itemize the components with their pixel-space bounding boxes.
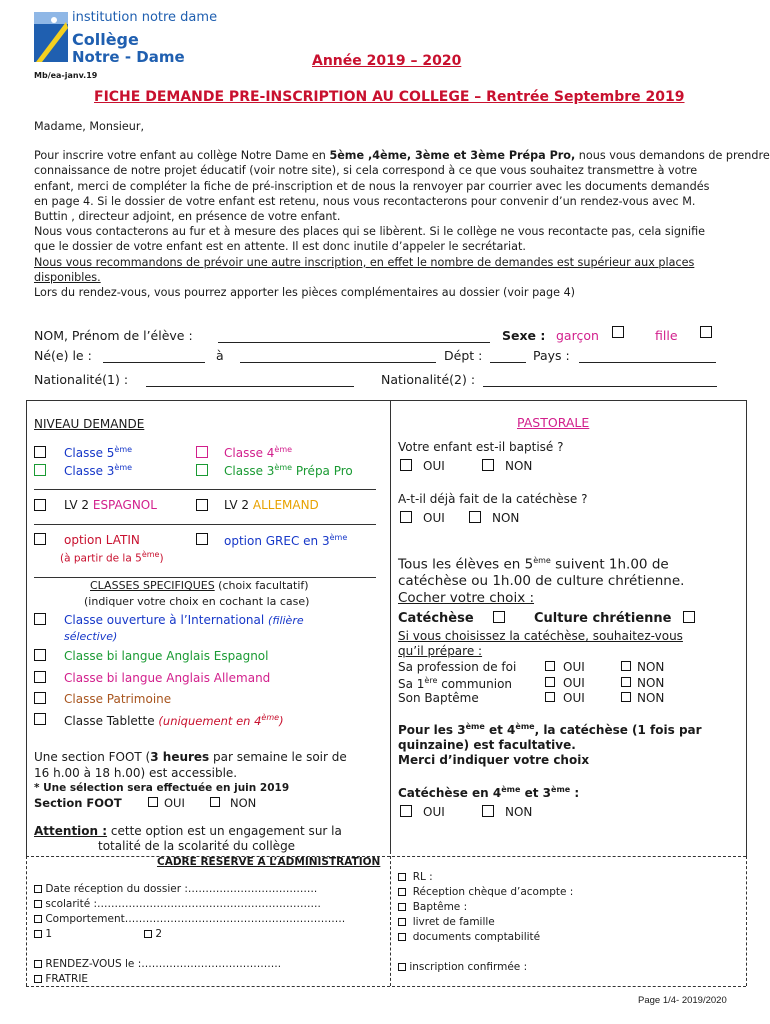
admin-rl: RL : — [398, 870, 573, 885]
intl-label: Classe ouverture à l’International (filière — [64, 613, 304, 627]
fille-label: fille — [655, 328, 678, 343]
intro-line1: Pour inscrire votre enfant au collège Notre Dame en 5ème ,4ème, 3ème et 3ème Prépa Pro, nous vous demandons de prendre — [34, 149, 770, 163]
classe5-label: Classe 5ème — [64, 445, 133, 460]
logo-emblem-icon — [32, 8, 72, 64]
foot-non-checkbox[interactable] — [210, 797, 220, 807]
intro-line10: Lors du rendez-vous, vous pourrez apporter les pièces complémentaires au dossier (voir page 4) — [34, 286, 576, 300]
school-logo — [32, 8, 218, 70]
merci-indiquer: Merci d’indiquer votre choix — [398, 753, 590, 767]
admin-confirmee-checkbox[interactable] — [398, 963, 406, 971]
catechese-question: A-t-il déjà fait de la catéchèse ? — [398, 492, 588, 506]
admin-title: CADRE RESERVE A L’ADMINISTRATION — [157, 856, 381, 868]
niveau-heading: NIVEAU DEMANDE — [34, 417, 145, 431]
student-name-label: NOM, Prénom de l’élève : — [34, 328, 193, 343]
tablette-label: Classe Tablette (uniquement en 4ème) — [64, 713, 284, 728]
communion-oui-checkbox[interactable] — [545, 677, 555, 687]
admin-bapteme-checkbox[interactable] — [398, 903, 406, 911]
communion-oui-label: OUI — [563, 676, 585, 690]
intl-checkbox[interactable] — [34, 613, 46, 625]
foot-non-label: NON — [230, 796, 257, 810]
logo-line2: Collège — [72, 30, 139, 49]
specifiques-title: CLASSES SPECIFIQUES (choix facultatif) — [90, 579, 309, 592]
pour-34-line1: Pour les 3ème et 4ème, la catéchèse (1 fois par — [398, 722, 702, 737]
bapteme-non-label: NON — [637, 691, 665, 705]
baptise-non-checkbox[interactable] — [482, 459, 494, 471]
cat34-non-label: NON — [505, 805, 533, 819]
birthplace-label: à — [216, 348, 224, 363]
admin-frame-top — [26, 856, 746, 857]
admin-confirmee: inscription confirmée : — [398, 960, 573, 975]
foot-oui-checkbox[interactable] — [148, 797, 158, 807]
nationality2-label: Nationalité(2) : — [381, 372, 476, 387]
intl-note: sélective) — [64, 630, 118, 643]
communion-non-label: NON — [637, 676, 665, 690]
admin-rendezvous: RENDEZ-VOUS le :…………………………………. — [34, 957, 345, 972]
culture-option-label: Culture chrétienne — [534, 611, 672, 626]
admin-date-reception: Date réception du dossier :………………………………. — [34, 882, 345, 897]
foot-line2: 16 h.00 à 18 h.00) est accessible. — [34, 766, 238, 780]
tous-eleves-line2: catéchèse ou 1h.00 de culture chrétienne. — [398, 573, 685, 589]
profession-non-checkbox[interactable] — [621, 661, 631, 671]
profession-oui-checkbox[interactable] — [545, 661, 555, 671]
birthdate-label: Né(e) le : — [34, 348, 92, 363]
fille-checkbox[interactable] — [700, 326, 712, 338]
grec-checkbox[interactable] — [196, 533, 208, 545]
communion-non-checkbox[interactable] — [621, 677, 631, 687]
dept-field[interactable] — [490, 361, 526, 363]
admin-bapteme: Baptême : — [398, 900, 573, 915]
intro-warning-2: disponibles. — [34, 270, 101, 284]
latin-checkbox[interactable] — [34, 533, 46, 545]
logo-line1: institution notre dame — [72, 10, 218, 25]
catechese-option-checkbox[interactable] — [493, 611, 505, 623]
nationality2-field[interactable] — [483, 385, 717, 387]
tous-eleves-line1: Tous les élèves en 5ème suivent 1h.00 de — [398, 556, 669, 573]
admin-fratrie-checkbox[interactable] — [34, 975, 42, 983]
pays-field[interactable] — [579, 361, 716, 363]
profession-label: Sa profession de foi — [398, 660, 517, 674]
baptise-non-label: NON — [505, 459, 533, 473]
intro-warning: Nous vous recommandons de prévoir une autre inscription, en effet le nombre de demandes est supérieur aux places — [34, 255, 695, 269]
intro-line7: que le dossier de votre enfant est en attente. Il est donc inutile d’appeler le secrétariat. — [34, 240, 526, 254]
nationality1-field[interactable] — [146, 385, 354, 387]
cocher-choix: Cocher votre choix : — [398, 590, 535, 606]
profession-non-label: NON — [637, 660, 665, 674]
patrimoine-label: Classe Patrimoine — [64, 692, 172, 706]
admin-livret: livret de famille — [398, 915, 573, 930]
dept-label: Dépt : — [444, 348, 483, 363]
admin-divider — [390, 856, 391, 986]
patrimoine-checkbox[interactable] — [34, 692, 46, 704]
birthdate-field[interactable] — [103, 361, 205, 363]
communion-label: Sa 1ère communion — [398, 676, 513, 691]
pays-label: Pays : — [533, 348, 570, 363]
baptise-question: Votre enfant est-il baptisé ? — [398, 440, 564, 454]
garcon-checkbox[interactable] — [612, 326, 624, 338]
intro-line3: enfant, merci de compléter la fiche de pré-inscription et de nous la renvoyer par courrier avec les documents demandés — [34, 179, 710, 193]
pour-34-line2: quinzaine) est facultative. — [398, 738, 576, 752]
cat34-oui-checkbox[interactable] — [400, 805, 412, 817]
admin-comportement: Comportement……………………………………………………… — [34, 912, 345, 927]
admin-docs-checkbox[interactable] — [398, 933, 406, 941]
admin-docs: documents comptabilité — [398, 930, 573, 945]
intro-block — [34, 119, 770, 300]
admin-rdv-checkbox[interactable] — [34, 960, 42, 968]
lv2-allemand-label: LV 2 ALLEMAND — [224, 498, 319, 512]
birthplace-field[interactable] — [240, 361, 436, 363]
intro-classes: 5ème ,4ème, 3ème et 3ème Prépa Pro, — [329, 149, 576, 163]
cat34-oui-label: OUI — [423, 805, 445, 819]
attention-line2: totalité de la scolarité du collège — [98, 839, 296, 853]
niveau-separator-1 — [34, 489, 376, 490]
nationality1-label: Nationalité(1) : — [34, 372, 129, 387]
specifiques-sub: (indiquer votre choix en cochant la case) — [84, 595, 310, 608]
cat34-non-checkbox[interactable] — [482, 805, 494, 817]
catechese-oui-checkbox[interactable] — [400, 511, 412, 523]
attention-line1: Attention : cette option est un engagement sur la — [34, 824, 342, 838]
admin-rating1-checkbox[interactable] — [34, 930, 42, 938]
bilingue-esp-checkbox[interactable] — [34, 649, 46, 661]
greeting: Madame, Monsieur, — [34, 120, 145, 133]
catechese-oui-label: OUI — [423, 511, 445, 525]
doc-reference: Mb/ea-janv.19 — [34, 71, 98, 80]
pastorale-heading: PASTORALE — [517, 415, 590, 430]
admin-left — [34, 882, 345, 987]
intro-line6: Nous vous contacterons au fur et à mesure des places qui se libèrent. Si le collège ne vous recontacte pas, cela signifie — [34, 225, 706, 239]
bilingue-all-label: Classe bi langue Anglais Allemand — [64, 671, 271, 685]
foot-section-label: Section FOOT — [34, 796, 122, 810]
classe5-checkbox[interactable] — [34, 446, 46, 458]
catechese-non-label: NON — [492, 511, 520, 525]
school-year: Année 2019 – 2020 — [312, 53, 462, 69]
tablette-checkbox[interactable] — [34, 713, 46, 725]
lv2-espagnol-label: LV 2 ESPAGNOL — [64, 498, 157, 512]
sexe-label: Sexe : — [502, 328, 546, 343]
frame-right — [746, 400, 747, 856]
baptise-oui-checkbox[interactable] — [400, 459, 412, 471]
lv2-allemand-checkbox[interactable] — [196, 499, 208, 511]
classe4-checkbox[interactable] — [196, 446, 208, 458]
admin-frame-left — [26, 856, 27, 986]
niveau-separator-3 — [34, 577, 376, 578]
admin-right — [398, 870, 573, 975]
logo-line3: Notre - Dame — [72, 48, 185, 66]
admin-fratrie: FRATRIE — [34, 972, 345, 987]
catechese-non-checkbox[interactable] — [469, 511, 481, 523]
admin-scolarite: scolarité :………………………………………………………. — [34, 897, 345, 912]
student-name-field[interactable] — [218, 341, 490, 343]
admin-cheque: Réception chèque d’acompte : — [398, 885, 573, 900]
admin-date-checkbox[interactable] — [34, 885, 42, 893]
foot-selection-note: * Une sélection sera effectuée en juin 2019 — [34, 782, 290, 794]
garcon-label: garçon — [556, 328, 599, 343]
classe4-label: Classe 4ème — [224, 445, 293, 460]
latin-label: option LATIN — [64, 533, 140, 547]
si-catechese-line1: Si vous choisissez la catéchèse, souhaitez-vous — [398, 629, 683, 643]
catechese-option-label: Catéchèse — [398, 611, 474, 626]
intro-line4: en page 4. Si le dossier de votre enfant est retenu, nous vous recontacterons pour convenir d’un rendez-vous avec M. — [34, 194, 696, 208]
page-number: Page 1/4- 2019/2020 — [638, 995, 727, 1006]
bapteme-label: Son Baptême — [398, 691, 479, 705]
page-title: FICHE DEMANDE PRE-INSCRIPTION AU COLLEGE – Rentrée Septembre 2019 — [94, 89, 685, 105]
frame-top — [26, 400, 746, 401]
classe3-checkbox[interactable] — [34, 464, 46, 476]
admin-cheque-checkbox[interactable] — [398, 888, 406, 896]
grec-label: option GREC en 3ème — [224, 533, 348, 548]
intro-line2: connaissance de notre projet éducatif (voir notre site), si cela correspond à ce que vous souhaitez transmettre à votre — [34, 164, 698, 178]
admin-comportement-checkbox[interactable] — [34, 915, 42, 923]
lv2-espagnol-checkbox[interactable] — [34, 499, 46, 511]
admin-rl-checkbox[interactable] — [398, 873, 406, 881]
foot-oui-label: OUI — [164, 796, 185, 810]
bapteme-oui-checkbox[interactable] — [545, 692, 555, 702]
classe3-label: Classe 3ème — [64, 463, 133, 478]
si-catechese-line2: qu’il prépare : — [398, 644, 483, 658]
bilingue-all-checkbox[interactable] — [34, 671, 46, 683]
admin-frame-right — [746, 856, 747, 986]
admin-livret-checkbox[interactable] — [398, 918, 406, 926]
classe3pp-label: Classe 3ème Prépa Pro — [224, 463, 353, 478]
latin-note: (à partir de la 5ème) — [60, 550, 164, 565]
catechese-34-label: Catéchèse en 4ème et 3ème : — [398, 785, 580, 800]
intro-line5: Buttin , directeur adjoint, en présence de votre enfant. — [34, 210, 341, 224]
foot-line1: Une section FOOT (3 heures par semaine le soir de — [34, 750, 347, 764]
profession-oui-label: OUI — [563, 660, 585, 674]
bapteme-non-checkbox[interactable] — [621, 692, 631, 702]
bilingue-esp-label: Classe bi langue Anglais Espagnol — [64, 649, 269, 663]
admin-rating: 1 2 — [34, 927, 345, 942]
classe3pp-checkbox[interactable] — [196, 464, 208, 476]
frame-left — [26, 400, 27, 856]
baptise-oui-label: OUI — [423, 459, 445, 473]
culture-option-checkbox[interactable] — [683, 611, 695, 623]
frame-divider — [390, 400, 391, 854]
admin-rating2-checkbox[interactable] — [144, 930, 152, 938]
bapteme-oui-label: OUI — [563, 691, 585, 705]
admin-scolarite-checkbox[interactable] — [34, 900, 42, 908]
niveau-separator-2 — [34, 524, 376, 525]
